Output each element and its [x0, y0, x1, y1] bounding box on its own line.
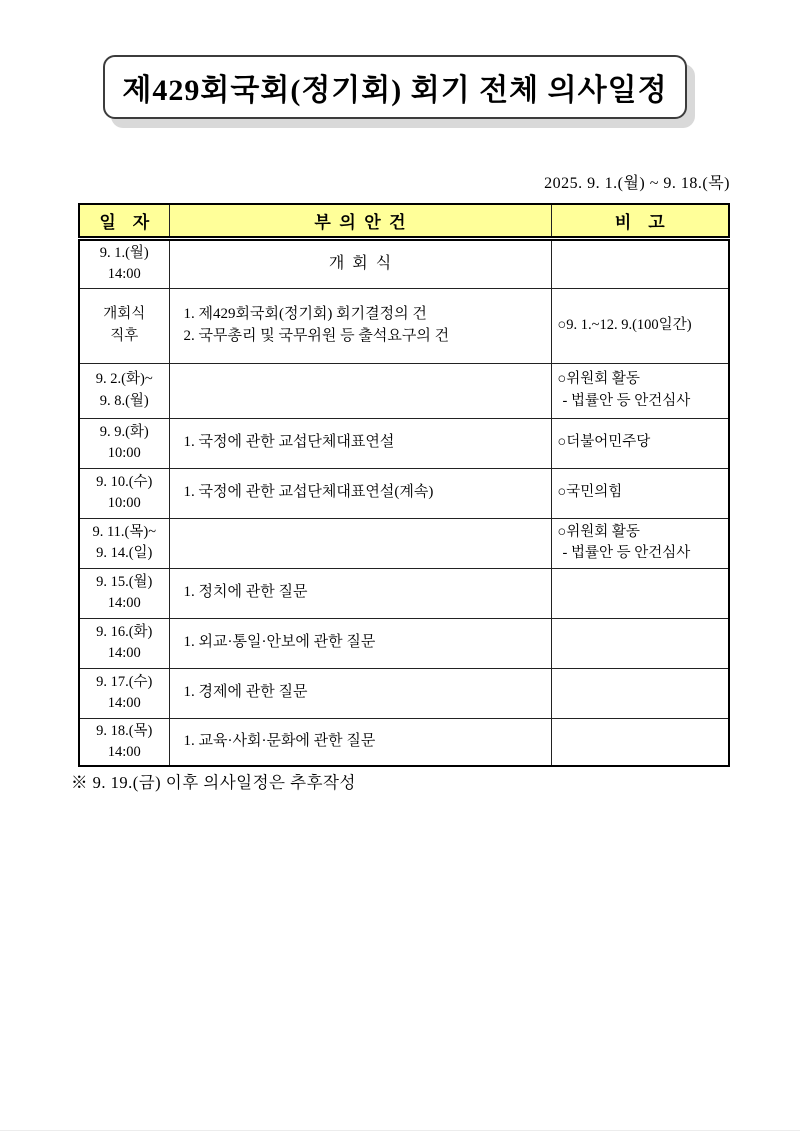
header-cell-remarks: 비 고 [551, 204, 729, 238]
remarks-cell [551, 668, 729, 718]
table-row [79, 568, 729, 618]
agenda-line: 1. 국정에 관한 교섭단체대표연설 [183, 434, 395, 451]
session-date-range: 2025. 9. 1.(월) ~ 9. 18.(목) [544, 175, 730, 192]
date-cell [79, 468, 169, 518]
remarks-cell [551, 468, 729, 518]
agenda-cell [169, 668, 551, 718]
date-line: 9. 8.(월) [99, 392, 149, 409]
remarks-cell [551, 418, 729, 468]
footnote: ※ 9. 19.(금) 이후 의사일정은 추후작성 [71, 773, 356, 792]
remarks-cell [551, 518, 729, 568]
table-row [79, 418, 729, 468]
agenda-cell [169, 718, 551, 766]
date-cell [79, 238, 169, 288]
header-row [79, 204, 729, 238]
date-line: 9. 18.(목) [96, 722, 153, 739]
date-line: 9. 2.(화)~ [95, 371, 153, 388]
agenda-line: 1. 국정에 관한 교섭단체대표연설(계속) [183, 484, 434, 501]
remarks-line: - 법률안 등 안건심사 [562, 392, 691, 409]
date-line: 개회식 [103, 306, 146, 323]
date-line: 9. 15.(월) [96, 573, 153, 590]
agenda-cell [169, 568, 551, 618]
date-line: 직후 [110, 327, 139, 344]
header-cell-date: 일 자 [79, 204, 169, 238]
date-line: 14:00 [107, 595, 141, 611]
date-line: 9. 10.(수) [96, 473, 153, 490]
date-line: 9. 17.(수) [96, 673, 153, 690]
agenda-line: 1. 외교·통일·안보에 관한 질문 [183, 634, 376, 651]
agenda-line: 1. 교육·사회·문화에 관한 질문 [183, 732, 376, 749]
agenda-cell [169, 468, 551, 518]
date-cell [79, 718, 169, 766]
table-row [79, 363, 729, 418]
page-title: 제429회국회(정기회) 회기 전체 의사일정 [122, 74, 668, 107]
date-line: 9. 9.(화) [99, 423, 149, 440]
remarks-line: ○9. 1.~12. 9.(100일간) [557, 316, 692, 333]
agenda-line: 2. 국무총리 및 국무위원 등 출석요구의 건 [183, 327, 450, 344]
date-cell [79, 418, 169, 468]
remarks-line: - 법률안 등 안건심사 [562, 545, 691, 561]
table-row [79, 288, 729, 363]
agenda-cell [169, 418, 551, 468]
date-line: 14:00 [107, 645, 141, 661]
header-cell-agenda: 부 의 안 건 [169, 204, 551, 238]
remarks-line: ○국민의힘 [557, 484, 623, 501]
remarks-cell [551, 568, 729, 618]
date-cell [79, 668, 169, 718]
date-cell [79, 363, 169, 418]
agenda-cell [169, 518, 551, 568]
date-line: 14:00 [107, 266, 141, 282]
date-line: 10:00 [107, 495, 141, 511]
agenda-line: 1. 제429회국회(정기회) 회기결정의 건 [183, 305, 427, 322]
date-line: 9. 1.(월) [99, 244, 149, 261]
agenda-line: 1. 경제에 관한 질문 [183, 684, 308, 701]
schedule-table [78, 203, 730, 767]
date-line: 9. 11.(목)~ [92, 523, 157, 540]
agenda-cell [169, 288, 551, 363]
remarks-cell [551, 618, 729, 668]
date-cell [79, 568, 169, 618]
agenda-cell [169, 238, 551, 288]
date-line: 10:00 [107, 445, 141, 461]
remarks-cell [551, 238, 729, 288]
remarks-line: ○위원회 활동 [557, 371, 640, 388]
table-row [79, 238, 729, 288]
date-cell [79, 618, 169, 668]
date-cell [79, 518, 169, 568]
remarks-line: ○더불어민주당 [557, 434, 651, 451]
table-row [79, 618, 729, 668]
remarks-line: ○위원회 활동 [557, 523, 640, 540]
title-box [103, 55, 687, 119]
remarks-cell [551, 288, 729, 363]
schedule-table-header [79, 204, 729, 238]
agenda-cell [169, 363, 551, 418]
date-line: 9. 14.(일) [96, 545, 153, 561]
table-row [79, 518, 729, 568]
agenda-cell [169, 618, 551, 668]
table-row [79, 718, 729, 766]
remarks-cell [551, 363, 729, 418]
date-cell [79, 288, 169, 363]
date-line: 9. 16.(화) [96, 623, 153, 640]
schedule-table-body [79, 238, 729, 766]
agenda-line: 1. 정치에 관한 질문 [183, 584, 308, 601]
remarks-cell [551, 718, 729, 766]
agenda-line: 개 회 식 [328, 255, 392, 273]
table-row [79, 468, 729, 518]
date-line: 14:00 [107, 695, 141, 711]
table-row [79, 668, 729, 718]
date-line: 14:00 [107, 743, 141, 760]
